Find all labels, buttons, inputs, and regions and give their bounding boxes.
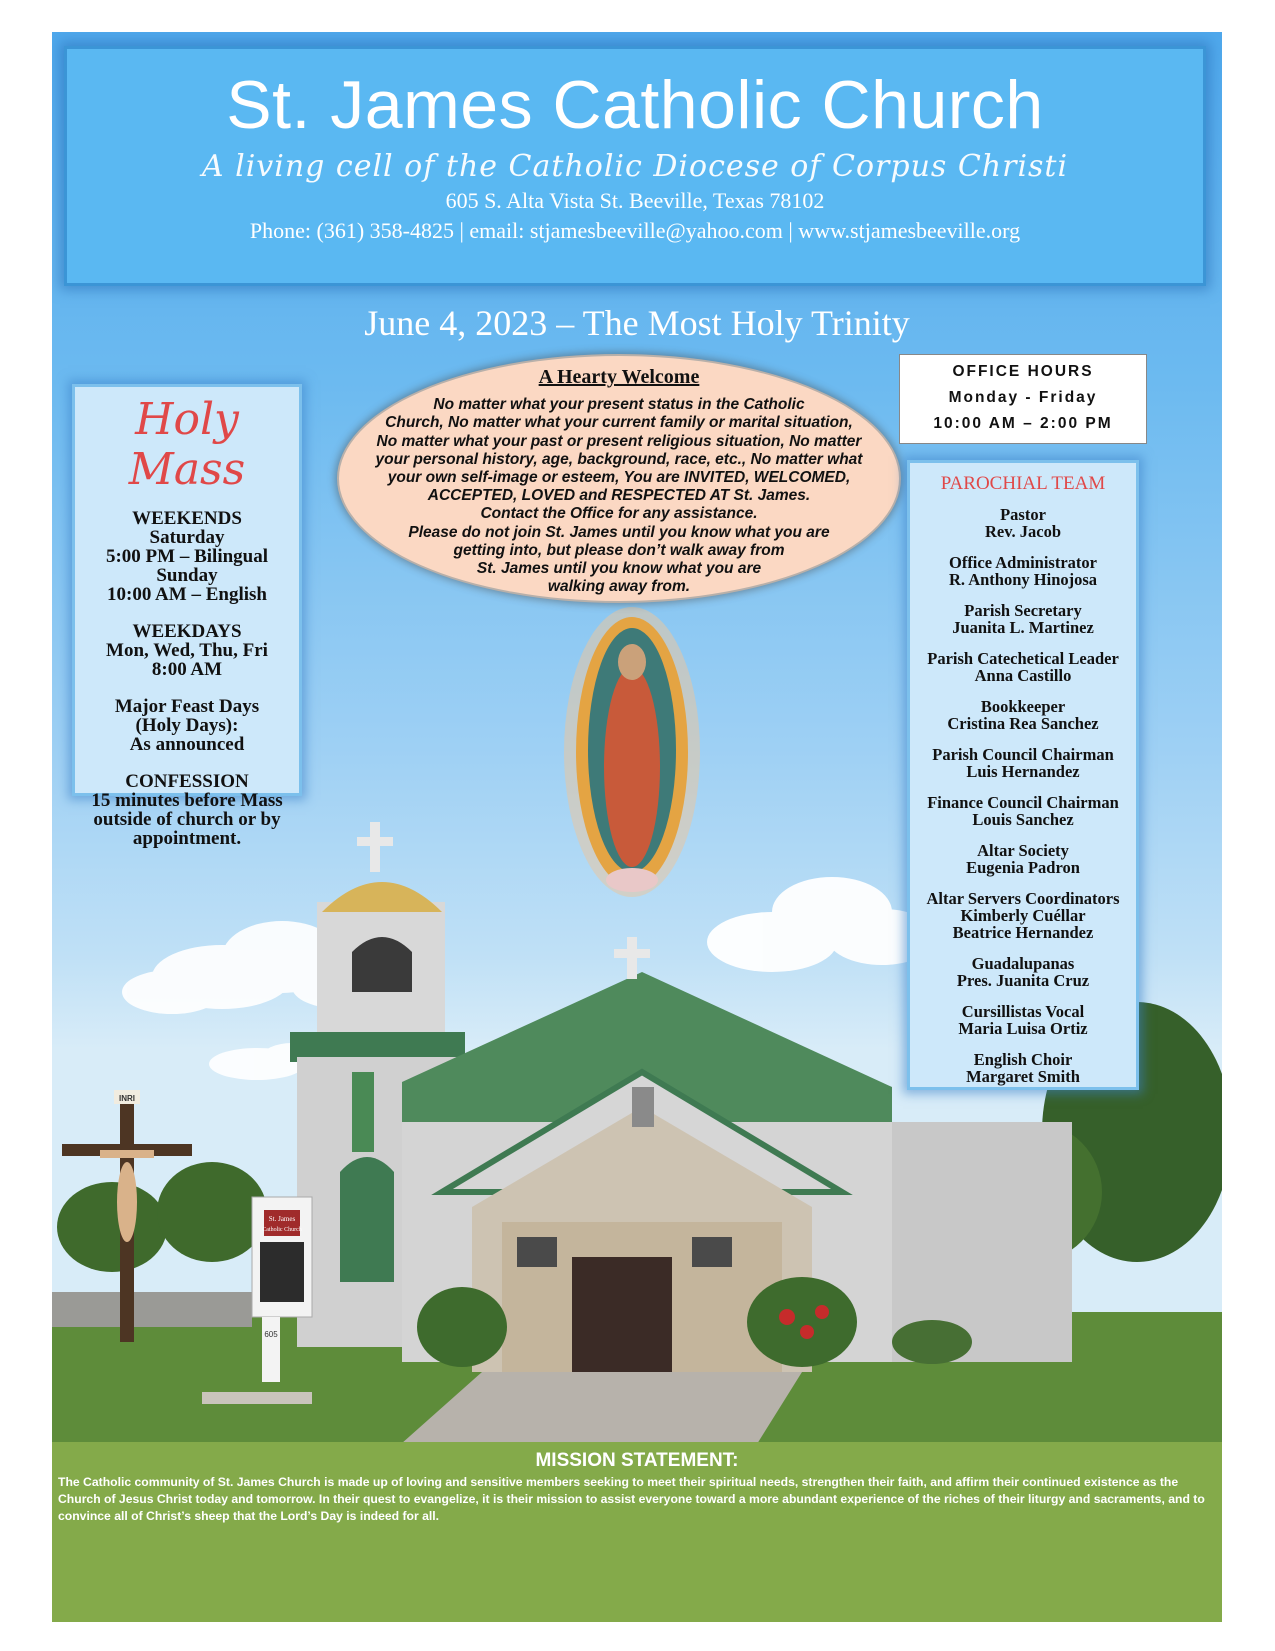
mission-statement (52, 1442, 1222, 1622)
team-member (910, 842, 1136, 876)
mass-line: As announced (129, 734, 245, 755)
member-role: Office Administrator (948, 553, 1097, 572)
holy-mass-box (72, 384, 302, 849)
team-member (910, 650, 1136, 684)
welcome-line: walking away from. (547, 578, 691, 596)
welcome-line: getting into, but please don’t walk away from (453, 541, 785, 559)
date-heading: June 4, 2023 – The Most Holy Trinity (364, 303, 910, 343)
mass-line: Sunday (156, 565, 218, 586)
member-name: Cristina Rea Sanchez (947, 714, 1099, 733)
member-role: Parish Secretary (964, 601, 1082, 620)
mass-line: Mon, Wed, Thu, Fri (106, 640, 268, 661)
holy-mass-title: Holy Mass (128, 394, 246, 495)
member-name: Juanita L. Martinez (952, 618, 1094, 637)
team-member (910, 1003, 1136, 1037)
office-hours-days: Monday - Friday (948, 389, 1098, 406)
welcome-line: ACCEPTED, LOVED and RESPECTED AT St. James. (427, 487, 811, 505)
member-role: Altar Servers Coordinators (926, 889, 1120, 908)
mass-line: (Holy Days): (135, 715, 239, 736)
confession-schedule (75, 772, 299, 848)
mass-line: WEEKDAYS (132, 621, 242, 642)
team-member (910, 698, 1136, 732)
team-member (910, 794, 1136, 828)
team-member (910, 1051, 1136, 1085)
team-member (910, 746, 1136, 780)
member-role: Bookkeeper (980, 697, 1066, 716)
member-role: Guadalupanas (971, 954, 1075, 973)
church-name: St. James Catholic Church (226, 67, 1044, 143)
header-banner (64, 46, 1206, 286)
mass-line: Major Feast Days (114, 696, 260, 717)
office-hours-time: 10:00 AM – 2:00 PM (933, 415, 1113, 432)
mass-line: WEEKENDS (132, 508, 242, 529)
parochial-team-box (907, 460, 1139, 1090)
cloud-right (707, 877, 937, 972)
member-role: English Choir (973, 1050, 1073, 1069)
weekends-schedule (75, 509, 299, 604)
member-name: Eugenia Padron (966, 858, 1080, 877)
member-name: Kimberly Cuéllar (960, 906, 1086, 925)
mass-line: Saturday (149, 527, 225, 548)
bulletin-page (52, 32, 1222, 1622)
welcome-line: No matter what your past or present religious situation, No matter (376, 432, 862, 450)
member-name: R. Anthony Hinojosa (948, 570, 1098, 589)
welcome-line: No matter what your present status in the Catholic (433, 396, 805, 414)
team-member (910, 554, 1136, 588)
address-post: 605 (264, 1330, 278, 1339)
mass-line: CONFESSION (125, 771, 249, 792)
welcome-line: Contact the Office for any assistance. (480, 505, 758, 523)
welcome-line: your own self-image or esteem, You are INVITED, WELCOMED, (387, 469, 851, 487)
welcome-line: your personal history, age, background, race, etc., No matter what (375, 450, 863, 468)
member-name: Luis Hernandez (966, 762, 1080, 781)
church-sign-line2: Catholic Church (262, 1227, 302, 1233)
member-role: Parish Catechetical Leader (927, 649, 1119, 668)
member-role: Parish Council Chairman (932, 745, 1114, 764)
road (52, 1292, 252, 1327)
mass-line: outside of church or by (93, 809, 281, 830)
office-hours-box (899, 354, 1147, 444)
team-member (910, 890, 1136, 941)
mass-line: 5:00 PM – Bilingual (105, 546, 269, 567)
member-name: Beatrice Hernandez (952, 923, 1094, 942)
welcome-oval (337, 354, 901, 603)
office-hours-title: OFFICE HOURS (952, 363, 1094, 380)
member-name: Pres. Juanita Cruz (956, 971, 1090, 990)
mission-text: The Catholic community of St. James Church is made up of loving and sensitive members seeking to meet their spiritual needs, strengthen their faith, and affirm their continued existence as the Church of Jesus Christ today and tomorrow. In their quest to evangelize, it is their mission to assist everyone toward a more abundant experience of the riches of their liturgy and sacraments, and to convince all of Christ’s sheep that the Lord’s Day is indeed for all. (58, 1475, 1205, 1523)
mission-title: MISSION STATEMENT: (535, 1450, 739, 1471)
mass-line: 15 minutes before Mass (91, 790, 283, 811)
guadalupe-image (564, 607, 700, 897)
welcome-title: A Hearty Welcome (538, 366, 700, 388)
member-name: Anna Castillo (974, 666, 1072, 685)
contact-line: Phone: (361) 358-4825 | email: stjamesbeeville@yahoo.com | www.stjamesbeeville.org (249, 218, 1021, 243)
team-member (910, 506, 1136, 540)
member-role: Pastor (1000, 505, 1046, 524)
team-member (910, 955, 1136, 989)
team-member (910, 602, 1136, 636)
address: 605 S. Alta Vista St. Beeville, Texas 78102 (445, 188, 825, 213)
member-role: Finance Council Chairman (927, 793, 1119, 812)
mass-line: 10:00 AM – English (107, 584, 267, 605)
welcome-line: St. James until you know what you are (476, 560, 762, 578)
tagline: A living cell of the Catholic Diocese of Corpus Christi (201, 149, 1069, 184)
member-name: Louis Sanchez (972, 810, 1074, 829)
mass-line: appointment. (132, 828, 242, 849)
mass-line: 8:00 AM (151, 659, 223, 680)
weekdays-schedule (75, 622, 299, 679)
member-role: Altar Society (977, 841, 1069, 860)
welcome-line: Please do not join St. James until you know what you are (408, 523, 830, 541)
inri-plaque: INRI (119, 1094, 135, 1103)
member-name: Margaret Smith (966, 1067, 1080, 1086)
feast-days (75, 697, 299, 754)
church-sign-line1: St. James (268, 1215, 296, 1223)
member-name: Rev. Jacob (984, 522, 1062, 541)
member-name: Maria Luisa Ortiz (958, 1019, 1088, 1038)
parochial-team-title: PAROCHIAL TEAM (940, 473, 1106, 494)
member-role: Cursillistas Vocal (961, 1002, 1085, 1021)
welcome-line: Church, No matter what your current family or marital situation, (385, 414, 853, 432)
